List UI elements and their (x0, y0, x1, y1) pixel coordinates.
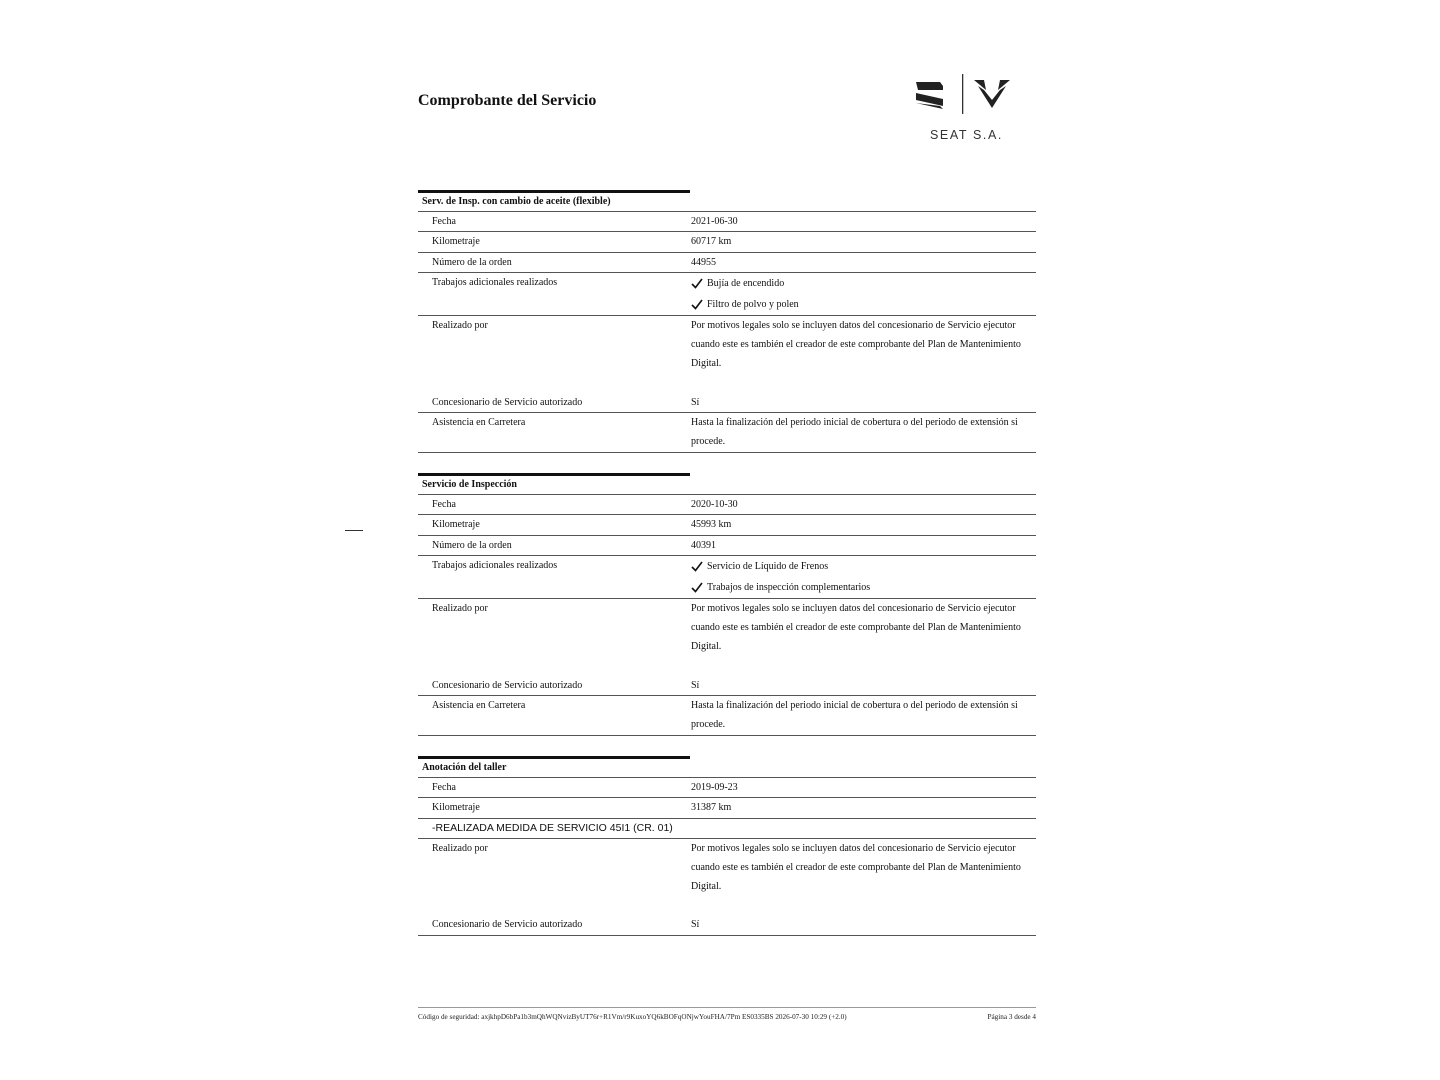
workshop-section (418, 756, 1036, 936)
row-orden (418, 535, 1036, 555)
km-value: 60717 km (691, 236, 732, 248)
trabajo-text: Bujía de encendido (707, 277, 785, 289)
row-realizado (418, 315, 1036, 393)
realizado-label: Realizado por (432, 602, 488, 614)
row-fecha (418, 494, 1036, 514)
logo-icon (912, 72, 1022, 122)
trabajo-item (691, 273, 1032, 294)
fecha-value: 2020-10-30 (691, 499, 738, 510)
asistencia-value: Hasta la finalización del periodo inicial de cobertura o del periodo de extensión si procede. (691, 700, 1018, 731)
row-fecha (418, 211, 1036, 231)
security-code: Código de seguridad: axjkhpD6bPa1b3mQhWQNvizByUT76r+R1Vm/r9KuxoYQ6kBOFqONjwYouFHA/7Pm ES0335BS 2026-07-30 10:29 (+2.0) (418, 1013, 847, 1021)
orden-value: 44955 (691, 256, 716, 268)
asistencia-value: Hasta la finalización del periodo inicial de cobertura o del periodo de extensión si procede. (691, 417, 1018, 448)
row-orden (418, 252, 1036, 272)
realizado-value (691, 839, 1036, 916)
row-concesionario (418, 393, 1036, 412)
row-km (418, 514, 1036, 534)
row-concesionario (418, 676, 1036, 695)
fecha-label: Fecha (432, 216, 456, 227)
page-title: Comprobante del Servicio (418, 92, 597, 109)
fecha-value: 2019-09-23 (691, 782, 738, 793)
checkmark-icon (691, 582, 703, 593)
row-nota (418, 818, 1036, 838)
trabajos-label: Trabajos adicionales realizados (432, 276, 558, 288)
realizado-value (691, 599, 1036, 676)
company-name: SEAT S.A. (930, 128, 1003, 142)
concesionario-value: Sí (691, 679, 700, 691)
trabajo-text: Servicio de Líquido de Frenos (707, 560, 829, 572)
row-fecha (418, 777, 1036, 797)
nota-text: -REALIZADA MEDIDA DE SERVICIO 45I1 (CR. 01) (432, 821, 673, 834)
row-trabajos (418, 555, 1036, 598)
trabajos-list (691, 556, 1036, 598)
trabajo-item (691, 577, 1032, 598)
margin-mark (345, 530, 363, 531)
realizado-label: Realizado por (432, 319, 488, 331)
trabajo-item (691, 294, 1032, 315)
row-km (418, 231, 1036, 251)
km-label: Kilometraje (432, 802, 480, 814)
row-concesionario (418, 915, 1036, 935)
asistencia-label: Asistencia en Carretera (432, 700, 526, 712)
row-realizado (418, 838, 1036, 916)
concesionario-value: Sí (691, 919, 700, 931)
realizado-label: Realizado por (432, 842, 488, 854)
orden-label: Número de la orden (432, 256, 512, 268)
checkmark-icon (691, 278, 703, 289)
page-number: Página 3 desde 4 (987, 1013, 1036, 1021)
concesionario-value: Sí (691, 396, 700, 408)
trabajo-text: Filtro de polvo y polen (707, 298, 799, 310)
seat-cupra-logo (912, 72, 1022, 152)
fecha-label: Fecha (432, 499, 456, 510)
row-trabajos (418, 272, 1036, 315)
checkmark-icon (691, 299, 703, 310)
row-asistencia (418, 412, 1036, 453)
trabajo-item (691, 556, 1032, 577)
checkmark-icon (691, 561, 703, 572)
realizado-text: Por motivos legales solo se incluyen datos del concesionario de Servicio ejecutor cuando este es también el creador de este comprobante del Plan de Mantenimiento Digital. (691, 319, 1021, 370)
section-title: Anotación del taller (422, 762, 507, 773)
orden-label: Número de la orden (432, 539, 512, 551)
trabajos-list (691, 273, 1036, 315)
km-label: Kilometraje (432, 519, 480, 531)
km-label: Kilometraje (432, 236, 480, 248)
row-realizado (418, 598, 1036, 676)
section-title: Serv. de Insp. con cambio de aceite (flexible) (422, 196, 611, 207)
realizado-text: Por motivos legales solo se incluyen datos del concesionario de Servicio ejecutor cuando este es también el creador de este comprobante del Plan de Mantenimiento Digital. (691, 842, 1021, 893)
fecha-label: Fecha (432, 782, 456, 793)
concesionario-label: Concesionario de Servicio autorizado (432, 919, 583, 931)
realizado-text: Por motivos legales solo se incluyen datos del concesionario de Servicio ejecutor cuando este es también el creador de este comprobante del Plan de Mantenimiento Digital. (691, 602, 1021, 653)
row-km (418, 797, 1036, 817)
trabajos-label: Trabajos adicionales realizados (432, 559, 558, 571)
asistencia-label: Asistencia en Carretera (432, 417, 526, 429)
concesionario-label: Concesionario de Servicio autorizado (432, 396, 583, 408)
page-footer (418, 1007, 1036, 1021)
service-section (418, 473, 1036, 736)
realizado-value (691, 316, 1036, 393)
km-value: 31387 km (691, 802, 732, 814)
row-asistencia (418, 695, 1036, 736)
fecha-value: 2021-06-30 (691, 216, 738, 227)
section-title: Servicio de Inspección (422, 479, 517, 490)
orden-value: 40391 (691, 539, 716, 551)
service-section (418, 190, 1036, 453)
km-value: 45993 km (691, 519, 732, 531)
concesionario-label: Concesionario de Servicio autorizado (432, 679, 583, 691)
trabajo-text: Trabajos de inspección complementarios (707, 581, 871, 593)
